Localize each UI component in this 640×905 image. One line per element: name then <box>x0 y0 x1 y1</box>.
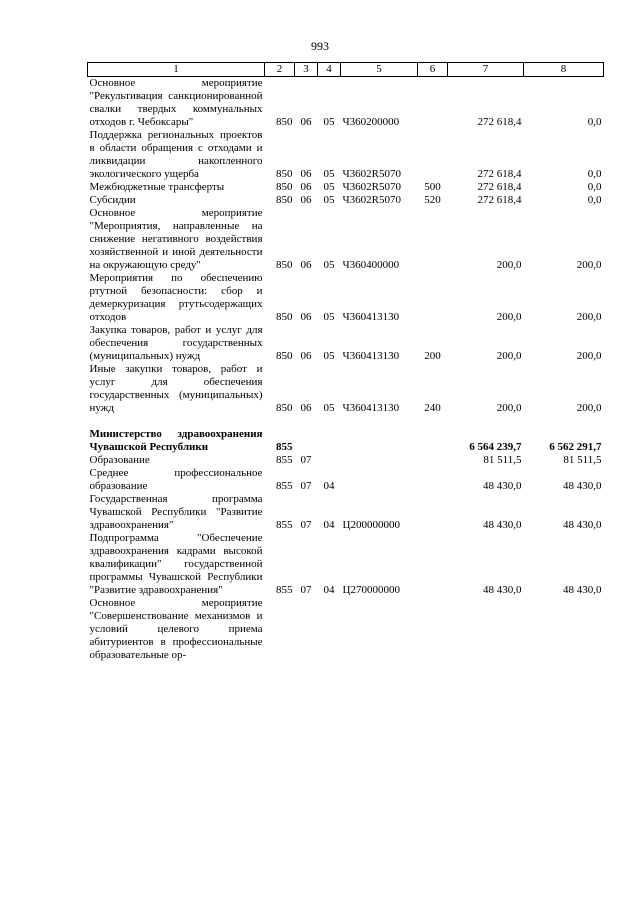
row-amount-year1: 200,0 <box>496 311 522 323</box>
row-amount-year2: 48 430,0 <box>563 584 602 596</box>
row-amount-year1: 272 618,4 <box>477 168 522 180</box>
row-ministry-code <box>265 597 295 662</box>
row-section: 06 <box>300 181 312 193</box>
row-name: Подпрограмма "Обеспечение здравоохранения кадрами высокой квалификации" государственной программы Чувашской Республики "Развитие здравоохранения" <box>89 532 263 596</box>
row-subsection: 04 <box>323 480 335 492</box>
row-subsection <box>318 454 341 467</box>
row-target-article: Ч360400000 <box>342 259 400 271</box>
header-col-6: 6 <box>418 63 448 77</box>
table-row <box>88 272 604 324</box>
row-expense-type <box>418 454 448 467</box>
row-amount-year2: 200,0 <box>576 402 602 414</box>
header-col-8: 8 <box>524 63 604 77</box>
row-name: Субсидии <box>89 194 136 206</box>
row-expense-type: 240 <box>424 402 441 414</box>
row-expense-type <box>418 493 448 532</box>
row-section: 06 <box>300 259 312 271</box>
row-ministry-code: 850 <box>276 350 293 362</box>
row-expense-type <box>418 467 448 493</box>
row-amount-year2: 200,0 <box>576 311 602 323</box>
row-target-article: Ч360413130 <box>342 311 400 323</box>
row-expense-type <box>418 272 448 324</box>
row-amount-year2: 48 430,0 <box>563 519 602 531</box>
row-amount-year2: 6 562 291,7 <box>549 441 602 453</box>
table-header-row <box>88 63 604 77</box>
row-name: Закупка товаров, работ и услуг для обеспечения государственных (муниципальных) нужд <box>89 324 263 362</box>
table-row <box>88 181 604 194</box>
row-section: 06 <box>300 194 312 206</box>
table-row <box>88 493 604 532</box>
row-target-article <box>341 454 418 467</box>
row-amount-year2: 0,0 <box>587 116 602 128</box>
row-amount-year2: 200,0 <box>576 259 602 271</box>
row-section: 06 <box>300 402 312 414</box>
row-name: Основное мероприятие "Рекультивация санкционированной свалки твердых коммунальных отходов г. Чебоксары" <box>89 77 263 128</box>
table-row <box>88 597 604 662</box>
row-subsection: 04 <box>323 519 335 531</box>
row-ministry-code: 850 <box>276 402 293 414</box>
row-amount-year1: 48 430,0 <box>483 519 522 531</box>
page-number: 993 <box>311 39 329 53</box>
row-subsection: 04 <box>323 584 335 596</box>
table-row <box>88 324 604 363</box>
row-amount-year1 <box>448 597 524 662</box>
row-target-article: Ч3602R5070 <box>342 194 401 206</box>
header-col-5: 5 <box>341 63 418 77</box>
row-section: 07 <box>300 584 312 596</box>
row-target-article: Ц200000000 <box>342 519 400 531</box>
row-name: Образование <box>89 454 150 466</box>
table-row <box>88 129 604 181</box>
row-expense-type <box>418 597 448 662</box>
row-subsection: 05 <box>323 168 335 180</box>
row-target-article <box>341 467 418 493</box>
row-amount-year2: 0,0 <box>587 194 602 206</box>
row-expense-type: 520 <box>424 194 441 206</box>
row-section: 07 <box>300 454 312 466</box>
row-section: 07 <box>300 480 312 492</box>
row-name: Межбюджетные трансферты <box>89 181 225 193</box>
table-row <box>88 363 604 415</box>
row-section <box>295 597 318 662</box>
header-col-3: 3 <box>295 63 318 77</box>
row-subsection: 05 <box>323 194 335 206</box>
row-ministry-code: 850 <box>276 194 293 206</box>
row-expense-type <box>418 129 448 181</box>
row-subsection <box>318 428 341 454</box>
row-expense-type <box>418 428 448 454</box>
row-target-article: Ц270000000 <box>342 584 400 596</box>
row-section: 06 <box>300 350 312 362</box>
row-section: 06 <box>300 311 312 323</box>
row-ministry-code: 850 <box>276 181 293 193</box>
row-section: 06 <box>300 168 312 180</box>
row-ministry-code: 850 <box>276 259 293 271</box>
row-name: Иные закупки товаров, работ и услуг для обеспечения государственных (муниципальных) нужд <box>89 363 263 414</box>
row-expense-type <box>418 532 448 597</box>
table-row <box>88 194 604 207</box>
row-section <box>295 428 318 454</box>
row-amount-year1: 272 618,4 <box>477 116 522 128</box>
row-name: Поддержка региональных проектов в области обращения с отходами и ликвидации накопленного экологического ущерба <box>89 129 263 180</box>
row-target-article: Ч3602R5070 <box>342 168 401 180</box>
row-target-article: Ч360413130 <box>342 402 400 414</box>
row-amount-year1: 272 618,4 <box>477 194 522 206</box>
header-col-4: 4 <box>318 63 341 77</box>
row-name: Мероприятия по обеспечению ртутной безопасности: сбор и демеркуризация ртутьсодержащих отходов <box>89 272 263 323</box>
row-subsection: 05 <box>323 311 335 323</box>
row-amount-year2 <box>524 597 604 662</box>
row-amount-year2: 48 430,0 <box>563 480 602 492</box>
row-ministry-code: 855 <box>276 584 293 596</box>
spacer-cell <box>88 415 604 428</box>
table-row <box>88 532 604 597</box>
table-row <box>88 454 604 467</box>
row-amount-year1: 200,0 <box>496 259 522 271</box>
row-target-article <box>341 597 418 662</box>
table-body <box>88 77 604 663</box>
row-amount-year2: 81 511,5 <box>563 454 602 466</box>
row-subsection: 05 <box>323 402 335 414</box>
row-ministry-code: 855 <box>276 519 293 531</box>
header-col-7: 7 <box>448 63 524 77</box>
row-subsection <box>318 597 341 662</box>
table-row <box>88 207 604 272</box>
row-name: Среднее профессиональное образование <box>89 467 263 492</box>
row-target-article: Ч3602R5070 <box>342 181 401 193</box>
row-subsection: 05 <box>323 259 335 271</box>
row-expense-type <box>418 77 448 130</box>
table-row <box>88 467 604 493</box>
row-amount-year2: 0,0 <box>587 168 602 180</box>
budget-table <box>87 62 604 662</box>
row-expense-type <box>418 207 448 272</box>
row-name: Основное мероприятие "Мероприятия, направленные на снижение негативного воздействия хозяйственной и иной деятельности на окружающую среду" <box>89 207 263 271</box>
row-amount-year1: 200,0 <box>496 402 522 414</box>
row-subsection: 05 <box>323 350 335 362</box>
row-amount-year1: 272 618,4 <box>477 181 522 193</box>
row-target-article: Ч360413130 <box>342 350 400 362</box>
row-amount-year2: 0,0 <box>587 181 602 193</box>
row-expense-type: 500 <box>424 181 441 193</box>
row-amount-year1: 200,0 <box>496 350 522 362</box>
row-section: 06 <box>300 116 312 128</box>
row-expense-type: 200 <box>424 350 441 362</box>
row-target-article <box>341 428 418 454</box>
header-col-1: 1 <box>88 63 265 77</box>
row-ministry-code: 855 <box>276 454 293 466</box>
table-row <box>88 77 604 130</box>
row-amount-year1: 48 430,0 <box>483 480 522 492</box>
row-name: Министерство здравоохранения Чувашской Республики <box>89 428 263 453</box>
row-amount-year1: 48 430,0 <box>483 584 522 596</box>
row-ministry-code: 855 <box>276 441 293 453</box>
row-target-article: Ч360200000 <box>342 116 400 128</box>
row-subsection: 05 <box>323 116 335 128</box>
row-name: Основное мероприятие "Совершенствование механизмов и условий целевого приема абитуриентов в профессиональные образовательные ор- <box>89 597 263 661</box>
row-name: Государственная программа Чувашской Республики "Развитие здравоохранения" <box>89 493 263 531</box>
row-section: 07 <box>300 519 312 531</box>
row-ministry-code: 850 <box>276 311 293 323</box>
row-amount-year1: 6 564 239,7 <box>469 441 522 453</box>
table-spacer-row <box>88 415 604 428</box>
row-amount-year2: 200,0 <box>576 350 602 362</box>
table-row <box>88 428 604 454</box>
row-ministry-code: 850 <box>276 168 293 180</box>
header-col-2: 2 <box>265 63 295 77</box>
row-ministry-code: 850 <box>276 116 293 128</box>
row-subsection: 05 <box>323 181 335 193</box>
row-amount-year1: 81 511,5 <box>483 454 522 466</box>
row-ministry-code: 855 <box>276 480 293 492</box>
